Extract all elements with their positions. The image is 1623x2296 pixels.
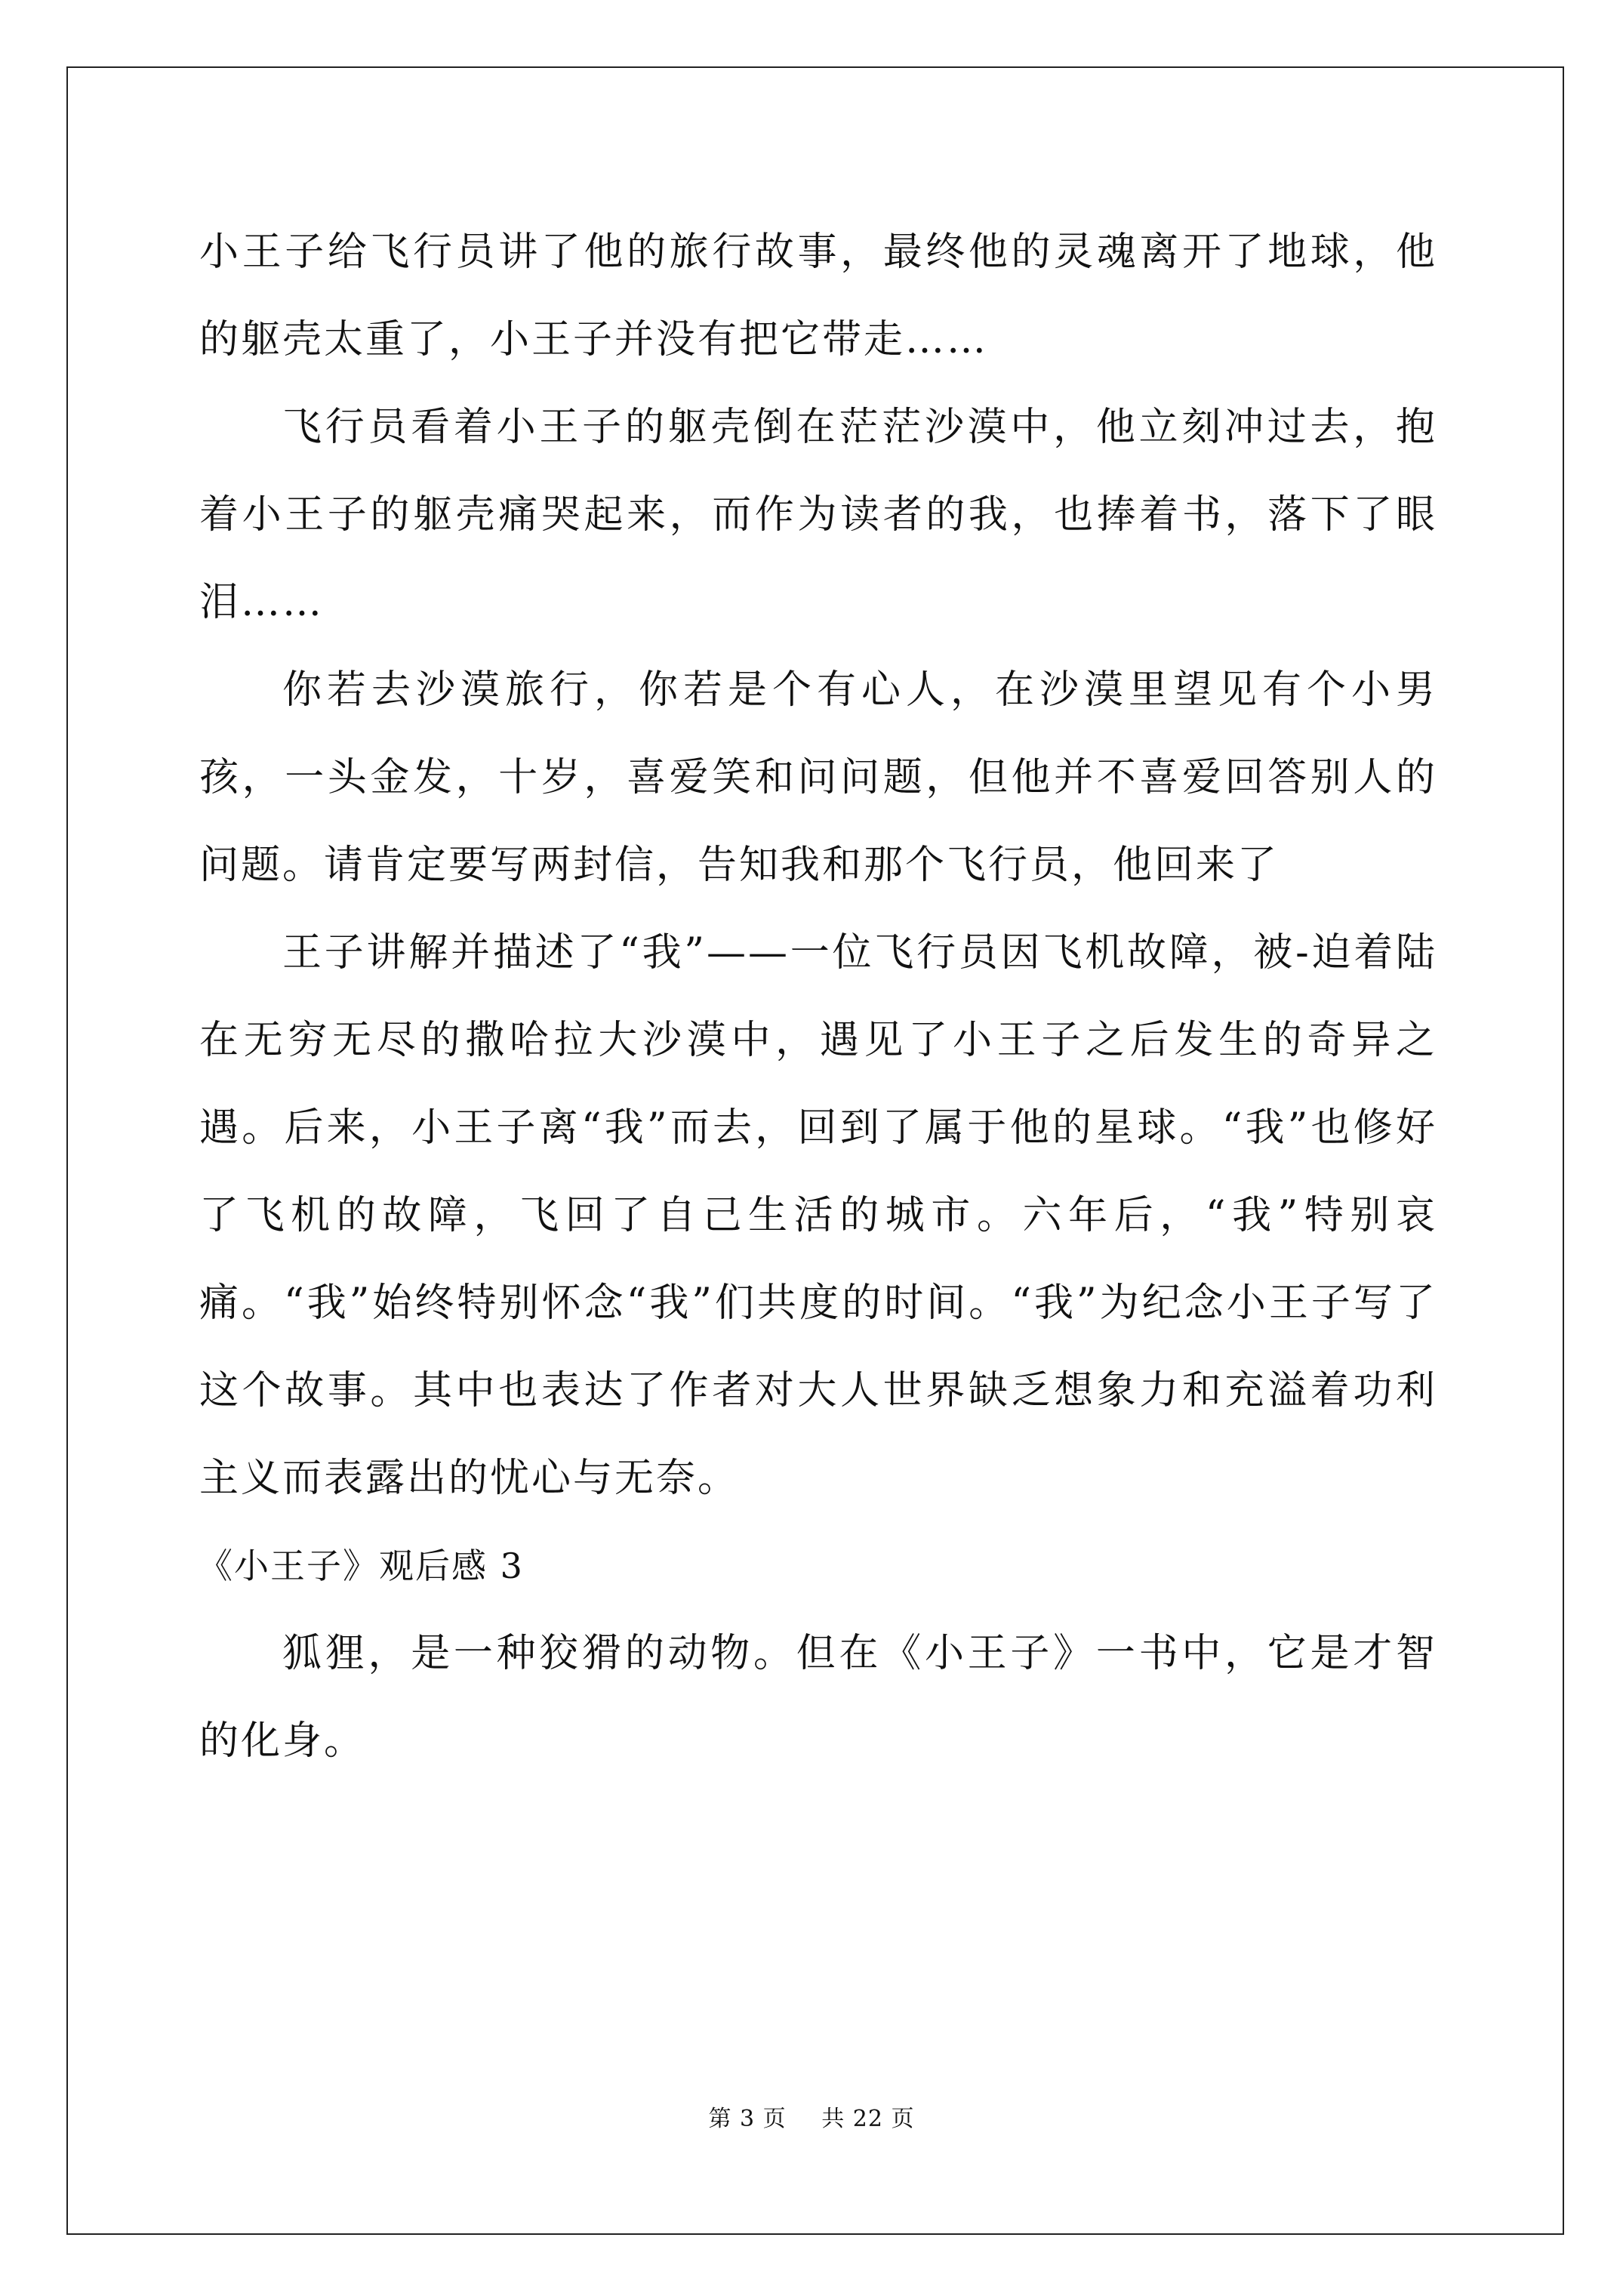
paragraph-3: 你若去沙漠旅行，你若是个有心人，在沙漠里望见有个小男孩，一头金发，十岁，喜爱笑和问问题，但他并不喜爱回答别人的问题。请肯定要写两封信，告知我和那个飞行员，他回来了 xyxy=(199,667,1437,888)
page-total: 共 22 页 xyxy=(821,2106,915,2132)
page-number: 第 3 页 xyxy=(708,2106,787,2132)
page-footer xyxy=(0,2104,1623,2134)
document-body xyxy=(199,208,1437,1785)
paragraph-5: 狐狸，是一种狡猾的动物。但在《小王子》一书中，它是才智的化身。 xyxy=(199,1631,1437,1764)
paragraph-1: 小王子给飞行员讲了他的旅行故事，最终他的灵魂离开了地球，他的躯壳太重了，小王子并没有把它带走…… xyxy=(199,230,1437,362)
paragraph-4: 王子讲解并描述了“我”——一位飞行员因飞机故障，被-迫着陆在无穷无尽的撒哈拉大沙漠中，遇见了小王子之后发生的奇异之遇。后来，小王子离“我”而去，回到了属于他的星球。“我”也修好了飞机的故障，飞回了自己生活的城市。六年后，“我”特别哀痛。“我”始终特别怀念“我”们共度的时间。“我”为纪念小王子写了这个故事。其中也表达了作者对大人世界缺乏想象力和充溢着功利主义而表露出的忧心与无奈。 xyxy=(199,930,1437,1501)
section-heading: 《小王子》观后感 3 xyxy=(198,1546,524,1586)
paragraph-2: 飞行员看着小王子的躯壳倒在茫茫沙漠中，他立刻冲过去，抱着小王子的躯壳痛哭起来，而作为读者的我，也捧着书，落下了眼泪…… xyxy=(199,405,1437,625)
